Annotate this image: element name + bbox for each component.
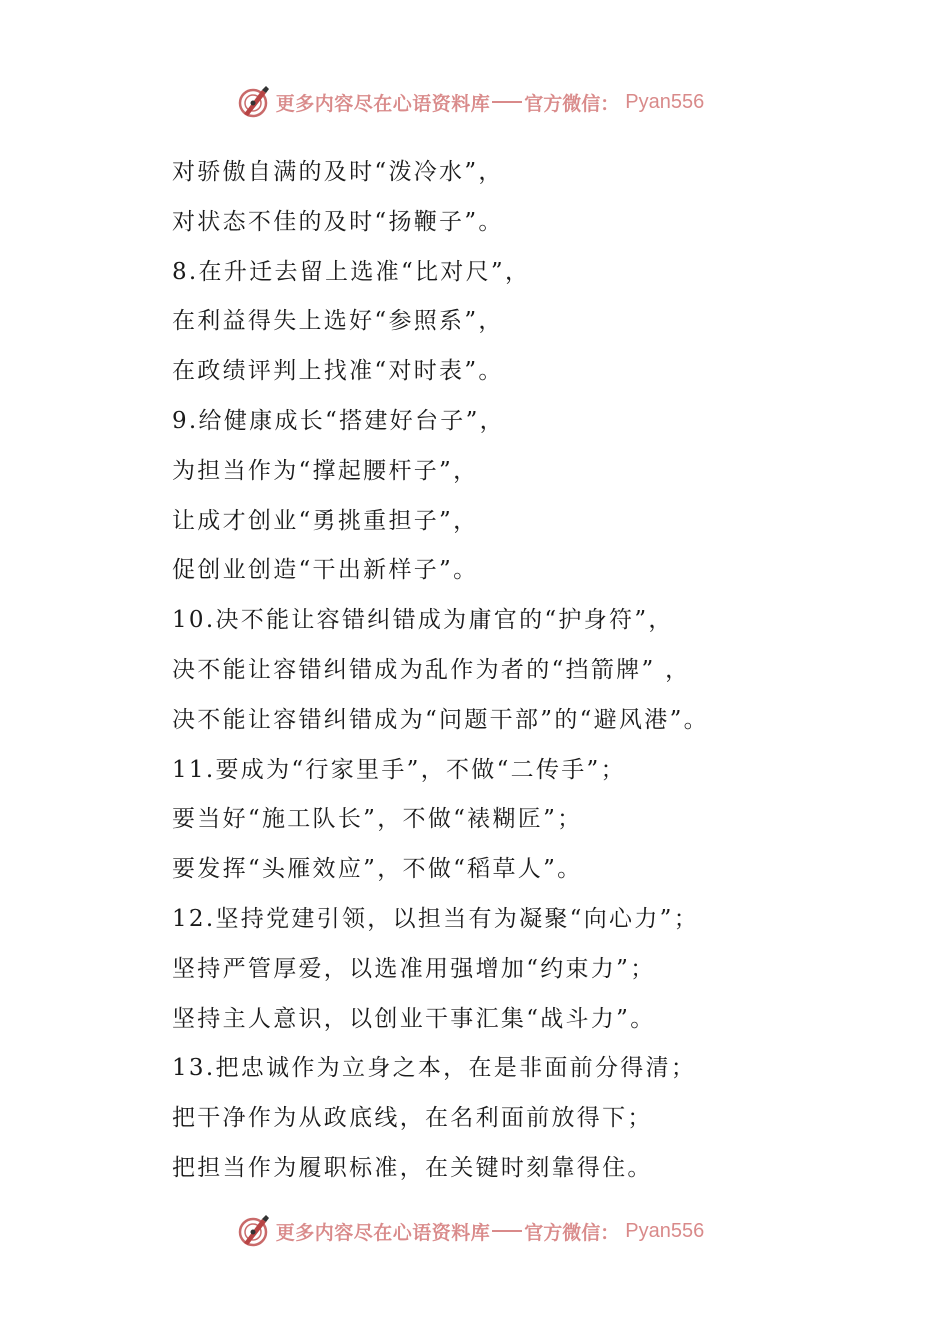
banner-title: 更多内容尽在心语资料库 bbox=[275, 92, 491, 115]
text-line: 10.决不能让容错纠错成为庸官的“护身符”， bbox=[172, 607, 674, 634]
text-line: 在利益得失上选好“参照系”， bbox=[172, 308, 504, 335]
text-line: 13.把忠诚作为立身之本，在是非面前分得清； bbox=[172, 1055, 697, 1082]
footer-banner bbox=[0, 1207, 950, 1255]
text-line: 决不能让容错纠错成为乱作为者的“挡箭牌” ， bbox=[172, 656, 691, 683]
text-line: 要当好“施工队长”，不做“裱糊匠”； bbox=[172, 806, 583, 833]
text-line: 促创业创造“干出新样子”。 bbox=[172, 557, 479, 584]
text-line: 11.要成为“行家里手”，不做“二传手”； bbox=[172, 756, 626, 783]
banner-wechat-label: 官方微信： bbox=[524, 92, 620, 115]
text-line: 对骄傲自满的及时“泼冷水”， bbox=[172, 159, 504, 185]
banner-wechat-id: Pyan556 bbox=[625, 1219, 705, 1242]
banner-content bbox=[236, 1213, 705, 1249]
text-line: 12.坚持党建引领，以担当有为凝聚“向心力”； bbox=[172, 905, 699, 932]
text-line: 对状态不佳的及时“扬鞭子”。 bbox=[172, 208, 504, 235]
banner-title: 更多内容尽在心语资料库 bbox=[275, 1221, 491, 1244]
text-line: 让成才创业“勇挑重担子”， bbox=[172, 507, 479, 534]
text-line: 要发挥“头雁效应”，不做“稻草人”。 bbox=[172, 856, 583, 883]
banner-wechat-id: Pyan556 bbox=[625, 90, 705, 113]
header-banner bbox=[0, 78, 950, 126]
text-line: 决不能让容错纠错成为“问题干部”的“避风港”。 bbox=[172, 706, 709, 733]
text-line: 为担当作为“撑起腰杆子”， bbox=[172, 457, 479, 484]
text-line: 9.给健康成长“搭建好台子”， bbox=[172, 407, 505, 434]
text-line: 8.在升迁去留上选准“比对尺”， bbox=[172, 258, 531, 285]
text-line: 把担当作为履职标准，在关键时刻靠得住。 bbox=[172, 1154, 653, 1181]
banner-dash bbox=[492, 101, 522, 103]
banner-content bbox=[236, 84, 705, 120]
pen-logo-icon bbox=[236, 1213, 272, 1249]
document-body bbox=[172, 148, 812, 1194]
pen-logo-icon bbox=[236, 84, 272, 120]
banner-dash bbox=[492, 1230, 522, 1232]
text-line: 把干净作为从政底线，在名利面前放得下； bbox=[172, 1105, 653, 1132]
banner-wechat-label: 官方微信： bbox=[524, 1221, 620, 1244]
text-line: 坚持主人意识，以创业干事汇集“战斗力”。 bbox=[172, 1005, 656, 1032]
text-line: 在政绩评判上找准“对时表”。 bbox=[172, 358, 504, 385]
text-line: 坚持严管厚爱，以选准用强增加“约束力”； bbox=[172, 955, 656, 982]
